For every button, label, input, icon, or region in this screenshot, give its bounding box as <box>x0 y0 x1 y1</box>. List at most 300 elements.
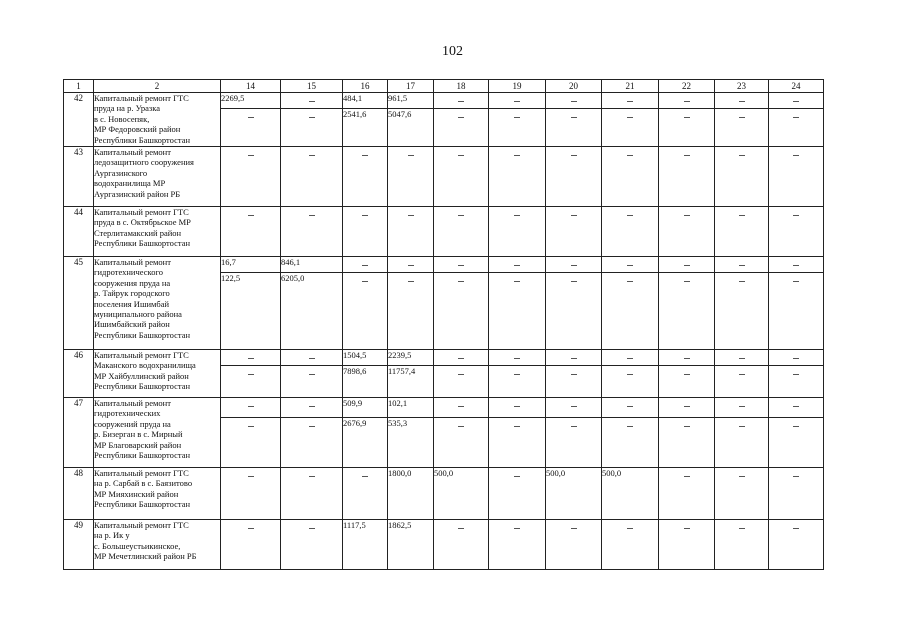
dash-mark <box>248 358 254 359</box>
empty-value-dash <box>769 468 824 520</box>
empty-value-dash <box>769 418 824 468</box>
empty-value-dash <box>388 207 434 257</box>
empty-value-dash <box>659 109 715 147</box>
header-row <box>64 80 824 93</box>
dash-mark <box>571 406 577 407</box>
empty-value-dash <box>281 93 343 109</box>
value-cell: 1504,5 <box>343 350 388 366</box>
col-header: 19 <box>489 80 546 93</box>
empty-value-dash <box>769 93 824 109</box>
empty-value-dash <box>715 520 769 570</box>
object-name-line: МР Федоровский район <box>94 124 181 135</box>
empty-value-dash <box>602 147 659 207</box>
data-table <box>63 79 824 570</box>
object-name <box>94 350 221 398</box>
dash-mark <box>793 374 799 375</box>
empty-value-dash <box>489 418 546 468</box>
empty-value-dash <box>221 366 281 398</box>
empty-value-dash <box>489 366 546 398</box>
empty-value-dash <box>489 468 546 520</box>
empty-value-dash <box>434 93 489 109</box>
empty-value-dash <box>343 257 388 273</box>
empty-value-dash <box>388 257 434 273</box>
value-cell: 535,3 <box>388 418 434 468</box>
row-number: 47 <box>64 398 94 468</box>
empty-value-dash <box>221 418 281 468</box>
value-cell: 500,0 <box>602 468 659 520</box>
object-name <box>94 147 221 207</box>
dash-mark <box>793 117 799 118</box>
dash-mark <box>627 406 633 407</box>
empty-value-dash <box>388 273 434 350</box>
dash-mark <box>408 215 414 216</box>
empty-value-dash <box>659 418 715 468</box>
empty-value-dash <box>602 398 659 418</box>
empty-value-dash <box>546 257 602 273</box>
dash-mark <box>739 281 745 282</box>
dash-mark <box>793 265 799 266</box>
dash-mark <box>514 358 520 359</box>
dash-mark <box>309 426 315 427</box>
table-row <box>64 147 824 207</box>
dash-mark <box>739 426 745 427</box>
dash-mark <box>458 426 464 427</box>
dash-mark <box>739 265 745 266</box>
row-number: 42 <box>64 93 94 147</box>
value-cell: 484,1 <box>343 93 388 109</box>
dash-mark <box>571 374 577 375</box>
dash-mark <box>458 155 464 156</box>
dash-mark <box>248 406 254 407</box>
empty-value-dash <box>221 398 281 418</box>
empty-value-dash <box>489 273 546 350</box>
empty-value-dash <box>281 109 343 147</box>
object-name-line: в с. Новосепяк, <box>94 113 150 124</box>
object-name-line: Капитальный ремонт <box>94 398 171 408</box>
dash-mark <box>739 358 745 359</box>
empty-value-dash <box>546 273 602 350</box>
empty-value-dash <box>489 350 546 366</box>
dash-mark <box>362 281 368 282</box>
object-name <box>94 520 221 570</box>
empty-value-dash <box>602 109 659 147</box>
dash-mark <box>627 281 633 282</box>
dash-mark <box>627 358 633 359</box>
empty-value-dash <box>489 207 546 257</box>
object-name-line: гидротехнического <box>94 267 163 278</box>
empty-value-dash <box>769 109 824 147</box>
object-name-line: пруда на р. Уразка <box>94 103 160 114</box>
object-name-line: МР Мияхинский район <box>94 488 179 499</box>
empty-value-dash <box>388 147 434 207</box>
dash-mark <box>458 117 464 118</box>
dash-mark <box>248 528 254 529</box>
object-name-line: сооружения пруда на <box>94 277 171 288</box>
empty-value-dash <box>715 418 769 468</box>
dash-mark <box>739 476 745 477</box>
empty-value-dash <box>715 350 769 366</box>
dash-mark <box>248 117 254 118</box>
object-name-line: Ишимбайский район <box>94 319 170 330</box>
dash-mark <box>684 215 690 216</box>
value-cell: 509,9 <box>343 398 388 418</box>
empty-value-dash <box>715 366 769 398</box>
value-cell: 1117,5 <box>343 520 388 570</box>
object-name-line: Республики Башкортостан <box>94 381 191 392</box>
dash-mark <box>793 358 799 359</box>
dash-mark <box>514 281 520 282</box>
empty-value-dash <box>602 520 659 570</box>
empty-value-dash <box>659 147 715 207</box>
object-name-line: Маканского водохранилища <box>94 360 196 371</box>
empty-value-dash <box>602 93 659 109</box>
dash-mark <box>684 281 690 282</box>
dash-mark <box>458 358 464 359</box>
dash-mark <box>739 215 745 216</box>
dash-mark <box>684 117 690 118</box>
row-number: 45 <box>64 257 94 350</box>
dash-mark <box>627 117 633 118</box>
dash-mark <box>627 215 633 216</box>
empty-value-dash <box>281 398 343 418</box>
empty-value-dash <box>602 273 659 350</box>
dash-mark <box>362 265 368 266</box>
object-name-line: Капитальный ремонт <box>94 257 171 267</box>
dash-mark <box>793 426 799 427</box>
dash-mark <box>362 476 368 477</box>
dash-mark <box>739 155 745 156</box>
col-header: 2 <box>94 80 221 93</box>
dash-mark <box>309 406 315 407</box>
object-name-line: Аургазинский район РБ <box>94 188 181 199</box>
empty-value-dash <box>343 147 388 207</box>
empty-value-dash <box>434 109 489 147</box>
dash-mark <box>793 101 799 102</box>
object-name-line: МР Мечетлинский район РБ <box>94 551 197 562</box>
dash-mark <box>627 265 633 266</box>
col-header: 14 <box>221 80 281 93</box>
dash-mark <box>793 281 799 282</box>
empty-value-dash <box>659 398 715 418</box>
page-number: 102 <box>442 44 463 59</box>
row-number: 46 <box>64 350 94 398</box>
empty-value-dash <box>221 207 281 257</box>
dash-mark <box>793 528 799 529</box>
empty-value-dash <box>281 520 343 570</box>
col-header: 18 <box>434 80 489 93</box>
empty-value-dash <box>221 520 281 570</box>
dash-mark <box>514 101 520 102</box>
dash-mark <box>571 281 577 282</box>
dash-mark <box>684 406 690 407</box>
row-number: 49 <box>64 520 94 570</box>
empty-value-dash <box>343 468 388 520</box>
object-name <box>94 398 221 468</box>
dash-mark <box>571 117 577 118</box>
empty-value-dash <box>434 273 489 350</box>
dash-mark <box>458 265 464 266</box>
empty-value-dash <box>281 207 343 257</box>
empty-value-dash <box>434 418 489 468</box>
value-cell: 2269,5 <box>221 93 281 109</box>
object-name <box>94 468 221 520</box>
value-cell: 2676,9 <box>343 418 388 468</box>
value-cell: 961,5 <box>388 93 434 109</box>
object-name-line: Республики Башкортостан <box>94 238 191 249</box>
empty-value-dash <box>602 366 659 398</box>
empty-value-dash <box>769 273 824 350</box>
row-number: 48 <box>64 468 94 520</box>
dash-mark <box>248 155 254 156</box>
dash-mark <box>309 358 315 359</box>
table-row <box>64 520 824 570</box>
dash-mark <box>571 101 577 102</box>
value-cell: 102,1 <box>388 398 434 418</box>
value-cell: 122,5 <box>221 273 281 350</box>
value-cell: 2541,6 <box>343 109 388 147</box>
object-name-line: Республики Башкортостан <box>94 450 191 461</box>
empty-value-dash <box>715 398 769 418</box>
empty-value-dash <box>489 147 546 207</box>
table-row <box>64 350 824 366</box>
empty-value-dash <box>715 468 769 520</box>
object-name-line: Капитальный ремонт ГТС <box>94 350 189 360</box>
object-name-line: пруда в с. Октябрьское МР <box>94 217 191 228</box>
col-header: 1 <box>64 80 94 93</box>
dash-mark <box>309 528 315 529</box>
empty-value-dash <box>281 147 343 207</box>
object-name-line: гидротехнических <box>94 408 161 419</box>
empty-value-dash <box>546 398 602 418</box>
dash-mark <box>408 281 414 282</box>
dash-mark <box>362 215 368 216</box>
dash-mark <box>684 101 690 102</box>
empty-value-dash <box>715 273 769 350</box>
object-name-line: поселения Ишимбай <box>94 298 170 309</box>
empty-value-dash <box>659 366 715 398</box>
empty-value-dash <box>715 147 769 207</box>
col-header: 21 <box>602 80 659 93</box>
dash-mark <box>309 374 315 375</box>
object-name-line: МР Хайбуллинский район <box>94 370 189 381</box>
dash-mark <box>514 426 520 427</box>
value-cell: 2239,5 <box>388 350 434 366</box>
row-number: 44 <box>64 207 94 257</box>
empty-value-dash <box>602 257 659 273</box>
table-row <box>64 468 824 520</box>
dash-mark <box>739 406 745 407</box>
object-name-line: Капитальный ремонт ГТС <box>94 520 189 530</box>
empty-value-dash <box>221 109 281 147</box>
empty-value-dash <box>434 366 489 398</box>
empty-value-dash <box>281 418 343 468</box>
empty-value-dash <box>546 520 602 570</box>
empty-value-dash <box>659 273 715 350</box>
dash-mark <box>408 265 414 266</box>
object-name-line: МР Благоварский район <box>94 439 182 450</box>
dash-mark <box>458 215 464 216</box>
empty-value-dash <box>546 350 602 366</box>
empty-value-dash <box>343 273 388 350</box>
table-row <box>64 257 824 273</box>
object-name-line: на р. Сарбай в с. Баязитово <box>94 478 193 489</box>
dash-mark <box>793 406 799 407</box>
value-cell: 1862,5 <box>388 520 434 570</box>
object-name-line: на р. Ик у <box>94 530 130 541</box>
object-name-line: ледозащитного сооружения <box>94 157 194 168</box>
empty-value-dash <box>434 350 489 366</box>
empty-value-dash <box>489 398 546 418</box>
empty-value-dash <box>489 257 546 273</box>
empty-value-dash <box>715 207 769 257</box>
dash-mark <box>458 281 464 282</box>
object-name <box>94 257 221 350</box>
object-name-line: с. Большеустьикинское, <box>94 540 181 551</box>
value-cell: 11757,4 <box>388 366 434 398</box>
dash-mark <box>571 265 577 266</box>
empty-value-dash <box>602 418 659 468</box>
dash-mark <box>739 101 745 102</box>
dash-mark <box>248 374 254 375</box>
dash-mark <box>571 155 577 156</box>
empty-value-dash <box>546 418 602 468</box>
object-name-line: Капитальный ремонт ГТС <box>94 207 189 217</box>
empty-value-dash <box>715 109 769 147</box>
empty-value-dash <box>434 520 489 570</box>
dash-mark <box>458 406 464 407</box>
dash-mark <box>684 358 690 359</box>
value-cell: 7898,6 <box>343 366 388 398</box>
dash-mark <box>514 476 520 477</box>
object-name-line: Капитальный ремонт <box>94 147 171 157</box>
col-header: 20 <box>546 80 602 93</box>
col-header: 24 <box>769 80 824 93</box>
col-header: 17 <box>388 80 434 93</box>
value-cell: 1800,0 <box>388 468 434 520</box>
object-name-line: Республики Башкортостан <box>94 134 191 145</box>
empty-value-dash <box>715 257 769 273</box>
empty-value-dash <box>715 93 769 109</box>
empty-value-dash <box>659 468 715 520</box>
value-cell: 5047,6 <box>388 109 434 147</box>
object-name-line: Стерлитамакский район <box>94 227 182 238</box>
empty-value-dash <box>489 109 546 147</box>
empty-value-dash <box>221 350 281 366</box>
dash-mark <box>309 476 315 477</box>
dash-mark <box>793 215 799 216</box>
empty-value-dash <box>489 520 546 570</box>
empty-value-dash <box>546 109 602 147</box>
object-name-line: Аургазинского <box>94 167 148 178</box>
dash-mark <box>684 155 690 156</box>
dash-mark <box>571 426 577 427</box>
empty-value-dash <box>546 366 602 398</box>
object-name-line: р. Бизерган в с. Мирный <box>94 429 183 440</box>
col-header: 16 <box>343 80 388 93</box>
empty-value-dash <box>769 366 824 398</box>
dash-mark <box>248 476 254 477</box>
empty-value-dash <box>769 257 824 273</box>
empty-value-dash <box>602 350 659 366</box>
value-cell: 500,0 <box>434 468 489 520</box>
dash-mark <box>684 374 690 375</box>
object-name-line: муниципального района <box>94 309 182 320</box>
object-name-line: Капитальный ремонт ГТС <box>94 468 189 478</box>
dash-mark <box>458 374 464 375</box>
empty-value-dash <box>769 147 824 207</box>
value-cell: 6205,0 <box>281 273 343 350</box>
dash-mark <box>793 476 799 477</box>
empty-value-dash <box>221 147 281 207</box>
dash-mark <box>684 476 690 477</box>
empty-value-dash <box>659 257 715 273</box>
value-cell: 16,7 <box>221 257 281 273</box>
table-row <box>64 398 824 418</box>
dash-mark <box>514 374 520 375</box>
dash-mark <box>739 374 745 375</box>
object-name-line: р. Тайрук городского <box>94 288 170 299</box>
object-name-line: сооружений пруда на <box>94 418 171 429</box>
empty-value-dash <box>281 350 343 366</box>
dash-mark <box>514 406 520 407</box>
dash-mark <box>739 528 745 529</box>
dash-mark <box>408 155 414 156</box>
object-name-line: Капитальный ремонт ГТС <box>94 93 189 103</box>
object-name-line: Республики Башкортостан <box>94 329 191 340</box>
table-row <box>64 207 824 257</box>
empty-value-dash <box>221 468 281 520</box>
dash-mark <box>571 358 577 359</box>
dash-mark <box>458 528 464 529</box>
dash-mark <box>514 528 520 529</box>
value-cell: 500,0 <box>546 468 602 520</box>
empty-value-dash <box>434 257 489 273</box>
value-cell: 846,1 <box>281 257 343 273</box>
empty-value-dash <box>659 350 715 366</box>
dash-mark <box>514 117 520 118</box>
empty-value-dash <box>546 147 602 207</box>
dash-mark <box>309 215 315 216</box>
dash-mark <box>309 155 315 156</box>
object-name <box>94 207 221 257</box>
dash-mark <box>627 101 633 102</box>
empty-value-dash <box>489 93 546 109</box>
dash-mark <box>627 155 633 156</box>
dash-mark <box>309 101 315 102</box>
col-header: 23 <box>715 80 769 93</box>
col-header: 15 <box>281 80 343 93</box>
empty-value-dash <box>659 520 715 570</box>
empty-value-dash <box>281 366 343 398</box>
dash-mark <box>514 265 520 266</box>
dash-mark <box>309 117 315 118</box>
empty-value-dash <box>434 207 489 257</box>
dash-mark <box>571 215 577 216</box>
dash-mark <box>627 426 633 427</box>
dash-mark <box>514 215 520 216</box>
dash-mark <box>627 374 633 375</box>
object-name <box>94 93 221 147</box>
dash-mark <box>684 528 690 529</box>
dash-mark <box>684 265 690 266</box>
col-header: 22 <box>659 80 715 93</box>
empty-value-dash <box>659 93 715 109</box>
row-number: 43 <box>64 147 94 207</box>
empty-value-dash <box>602 207 659 257</box>
empty-value-dash <box>769 350 824 366</box>
dash-mark <box>458 101 464 102</box>
dash-mark <box>739 117 745 118</box>
